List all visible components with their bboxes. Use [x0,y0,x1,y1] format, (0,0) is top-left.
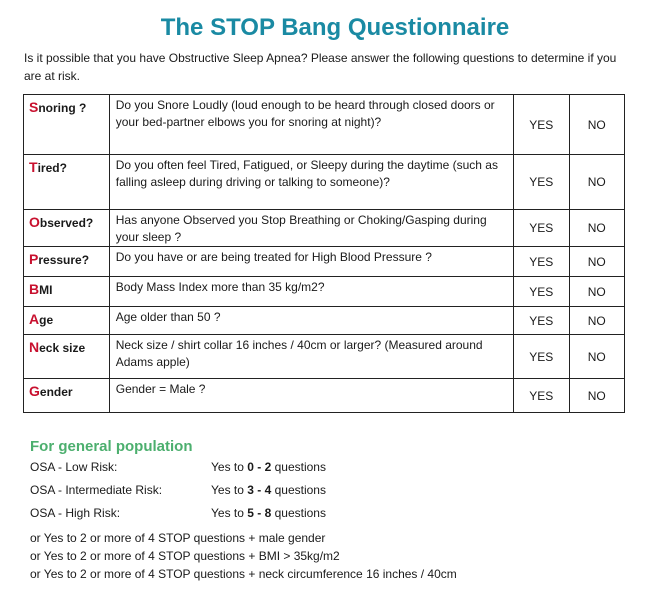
label-rest: ge [39,313,54,327]
table-row [24,335,625,379]
table-row [24,379,625,413]
question-text: Do you often feel Tired, Fatigued, or Sleepy during the daytime (such as falling asleep during driving or talking to someone)? [109,155,513,210]
row-label [24,95,110,155]
table-row [24,247,625,277]
question-text: Neck size / shirt collar 16 inches / 40cm or larger? (Measured around Adams apple) [109,335,513,379]
extra-criterion: or Yes to 2 or more of 4 STOP questions + male gender [30,531,326,545]
label-initial: B [29,281,40,297]
table-row [24,307,625,335]
risk-suffix: questions [271,483,326,497]
label-initial: N [29,339,40,355]
yes-option[interactable]: YES [514,277,570,307]
row-label [24,155,110,210]
label-rest: ired? [37,161,67,175]
table-row [24,277,625,307]
label-rest: ender [39,385,73,399]
risk-range: 3 - 4 [247,483,272,497]
risk-prefix: Yes to [211,460,248,474]
extra-criterion: or Yes to 2 or more of 4 STOP questions + BMI > 35kg/m2 [30,549,340,563]
no-option[interactable]: NO [569,307,624,335]
label-initial: P [29,251,39,267]
risk-label: OSA - Intermediate Risk: [30,483,163,497]
risk-row-intermediate [30,483,326,497]
label-rest: noring ? [38,101,87,115]
label-initial: O [29,214,40,230]
risk-prefix: Yes to [211,483,248,497]
risk-row-low [30,460,326,474]
row-label [24,335,110,379]
label-rest: ressure? [38,253,90,267]
yes-option[interactable]: YES [514,95,570,155]
risk-value [211,506,326,520]
label-rest: eck size [39,341,86,355]
no-option[interactable]: NO [569,277,624,307]
row-label [24,210,110,247]
risk-suffix: questions [271,506,326,520]
question-text: Do you have or are being treated for High Blood Pressure ? [109,247,513,277]
no-option[interactable]: NO [569,247,624,277]
label-rest: bserved? [39,216,94,230]
risk-label: OSA - Low Risk: [30,460,118,474]
risk-range: 5 - 8 [247,506,272,520]
label-initial: T [29,159,38,175]
risk-label: OSA - High Risk: [30,506,121,520]
row-label [24,307,110,335]
no-option[interactable]: NO [569,379,624,413]
risk-range: 0 - 2 [247,460,272,474]
no-option[interactable]: NO [569,95,624,155]
questionnaire-table [23,94,625,413]
row-label [24,247,110,277]
intro-text: Is it possible that you have Obstructive Sleep Apnea? Please answer the following questions to determine if you are at risk. [24,51,617,83]
table-row [24,210,625,247]
label-initial: A [29,311,40,327]
yes-option[interactable]: YES [514,307,570,335]
risk-suffix: questions [271,460,326,474]
extra-criterion: or Yes to 2 or more of 4 STOP questions + neck circumference 16 inches / 40cm [30,567,457,581]
question-text: Gender = Male ? [109,379,513,413]
yes-option[interactable]: YES [514,247,570,277]
risk-value [211,483,326,497]
row-label [24,379,110,413]
no-option[interactable]: NO [569,335,624,379]
page-title: The STOP Bang Questionnaire [160,14,510,41]
label-initial: S [29,99,39,115]
yes-option[interactable]: YES [514,155,570,210]
yes-option[interactable]: YES [514,379,570,413]
table-row [24,155,625,210]
risk-value [211,460,326,474]
no-option[interactable]: NO [569,155,624,210]
label-rest: MI [39,283,53,297]
risk-prefix: Yes to [211,506,248,520]
risk-row-high [30,506,326,520]
question-text: Age older than 50 ? [109,307,513,335]
yes-option[interactable]: YES [514,210,570,247]
label-initial: G [29,383,40,399]
question-text: Has anyone Observed you Stop Breathing or Choking/Gasping during your sleep ? [109,210,513,247]
table-row [24,95,625,155]
question-text: Body Mass Index more than 35 kg/m2? [109,277,513,307]
row-label [24,277,110,307]
question-text: Do you Snore Loudly (loud enough to be heard through closed doors or your bed-partner elbows you for snoring at night)? [109,95,513,155]
population-heading: For general population [30,438,193,455]
yes-option[interactable]: YES [514,335,570,379]
no-option[interactable]: NO [569,210,624,247]
